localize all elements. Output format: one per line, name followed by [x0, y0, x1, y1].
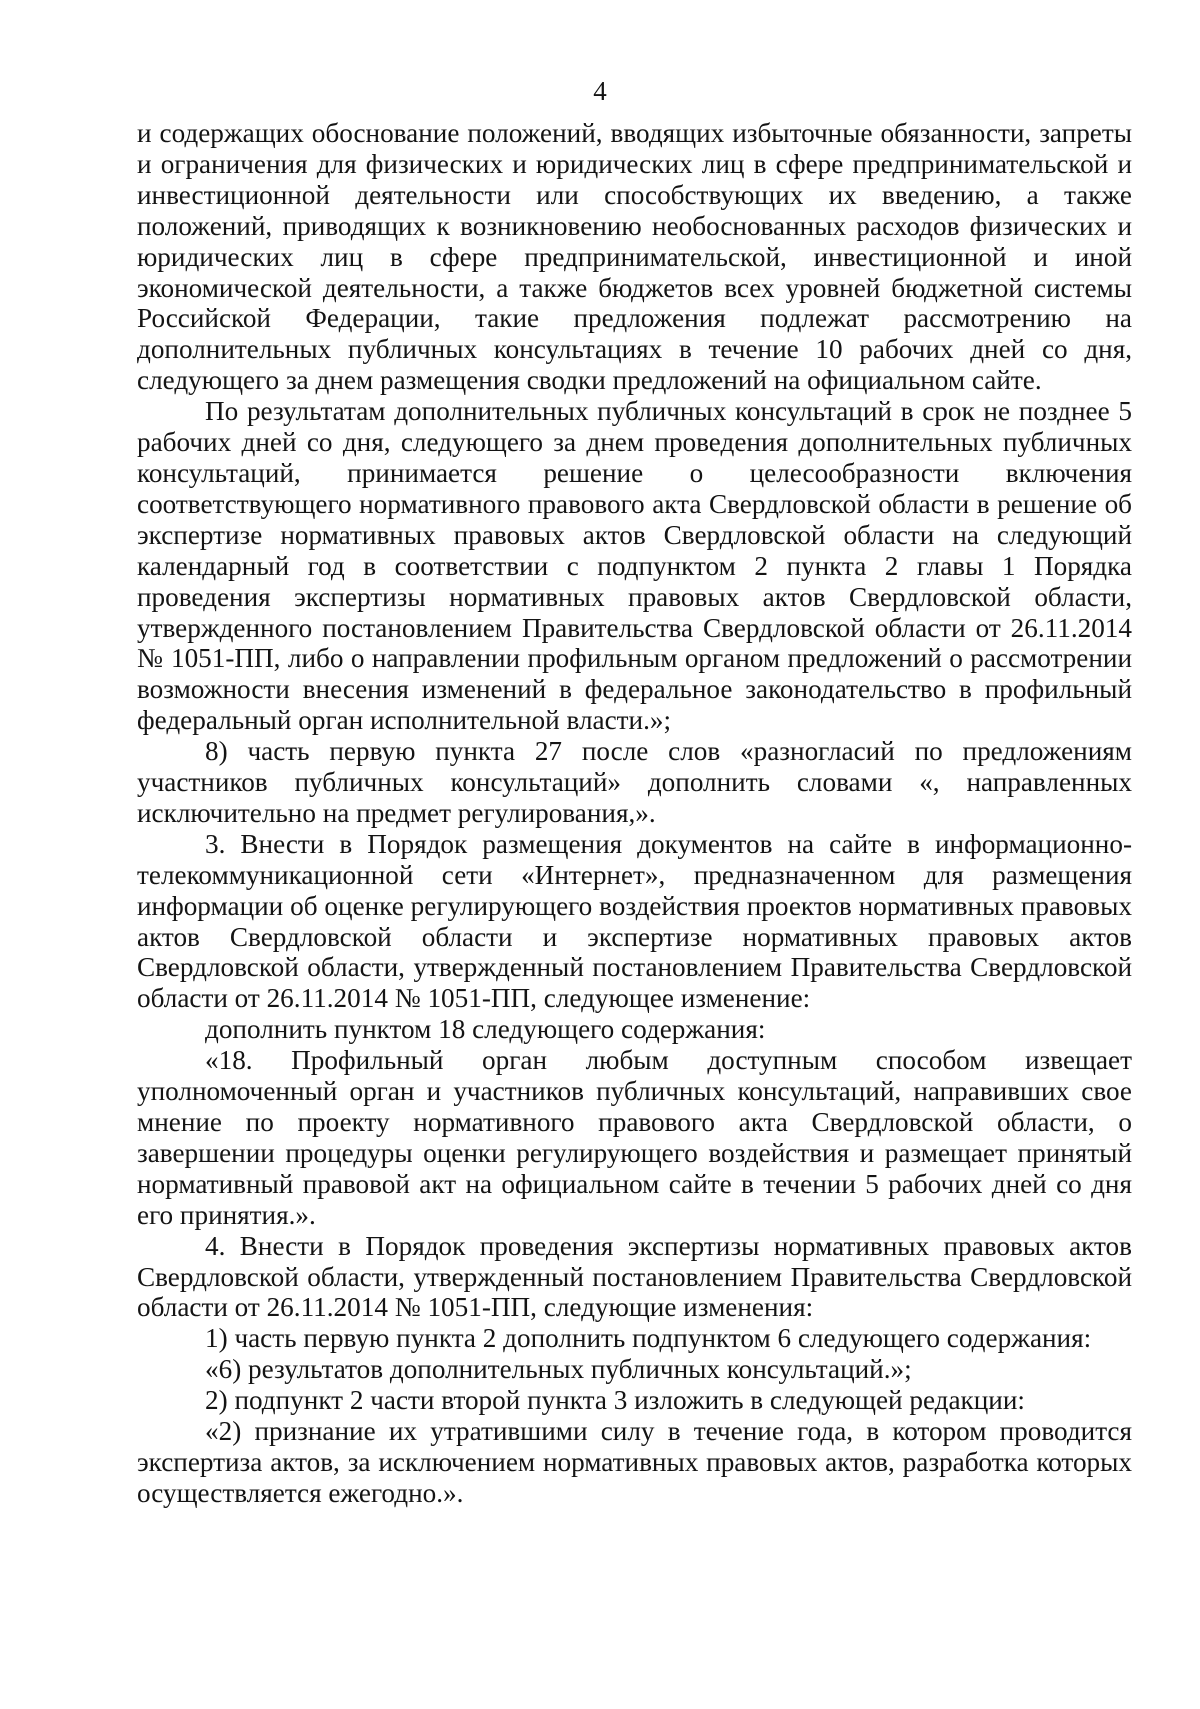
- paragraph-item-18-text: «18. Профильный орган любым доступным способом извещает уполномоченный орган и участников публичных консультаций, направивших свое мнение по проекту нормативного правового акта Свердловской области, о завершении процедуры оценки регулирующего воздействия и размещает принятый нормативный правовой акт на официальном сайте в течении 5 рабочих дней со дня его принятия.».: [137, 1045, 1132, 1230]
- paragraph-continuation: и содержащих обоснование положений, вводящих избыточные обязанности, запреты и ограничения для физических и юридических лиц в сфере предпринимательской и инвестиционной деятельности или способствующих их введению, а также положений, приводящих к возникновению необоснованных расходов физических и юридических лиц в сфере предпринимательской, инвестиционной и иной экономической деятельности, а также бюджетов всех уровней бюджетной системы Российской Федерации, такие предложения подлежат рассмотрению на дополнительных публичных консультациях в течение 10 рабочих дней со дня, следующего за днем размещения сводки предложений на официальном сайте.: [137, 118, 1132, 396]
- document-body: [137, 118, 1132, 1509]
- paragraph-section-4: 4. Внести в Порядок проведения экспертизы нормативных правовых актов Свердловской области, утвержденный постановлением Правительства Свердловской области от 26.11.2014 № 1051-ПП, следующие изменения:: [137, 1230, 1132, 1323]
- paragraph-subitem-2: 2) подпункт 2 части второй пункта 3 изложить в следующей редакции:: [205, 1385, 1025, 1416]
- paragraph-consultation-results: По результатам дополнительных публичных консультаций в срок не позднее 5 рабочих дней со дня, следующего за днем проведения дополнительных публичных консультаций, принимается решение о целесообразности включения соответствующего нормативного правового акта Свердловской области в решение об экспертизе нормативных правовых актов Свердловской области на следующий календарный год в соответствии с подпунктом 2 пункта 2 главы 1 Порядка проведения экспертизы нормативных правовых актов Свердловской области, утвержденного постановлением Правительства Свердловской области от 26.11.2014 № 1051-ПП, либо о направлении профильным органом предложений о рассмотрении возможности внесения изменений в федеральное законодательство в профильный федеральный орган исполнительной власти.»;: [137, 396, 1132, 736]
- paragraph-section-3: 3. Внести в Порядок размещения документов на сайте в информационно-телекоммуникационной сети «Интернет», предназначенном для размещения информации об оценке регулирующего воздействия проектов нормативных правовых актов Свердловской области и экспертизе нормативных правовых актов Свердловской области, утвержденный постановлением Правительства Свердловской области от 26.11.2014 № 1051-ПП, следующее изменение:: [137, 828, 1132, 1014]
- paragraph-item-8: 8) часть первую пункта 27 после слов «разногласий по предложениям участников публичных консультаций» дополнить словами «, направленных исключительно на предмет регулирования,».: [137, 736, 1132, 828]
- paragraph-subitem-6-text: «6) результатов дополнительных публичных консультаций.»;: [205, 1354, 912, 1385]
- page-number: 4: [593, 76, 607, 106]
- paragraph-subitem-2-text: «2) признание их утратившими силу в течение года, в котором проводится экспертиза актов, за исключением нормативных правовых актов, разработка которых осуществляется ежегодно.».: [137, 1416, 1132, 1508]
- paragraph-add-item-18: дополнить пунктом 18 следующего содержания:: [205, 1014, 766, 1045]
- paragraph-subitem-1: 1) часть первую пункта 2 дополнить подпунктом 6 следующего содержания:: [205, 1323, 1092, 1354]
